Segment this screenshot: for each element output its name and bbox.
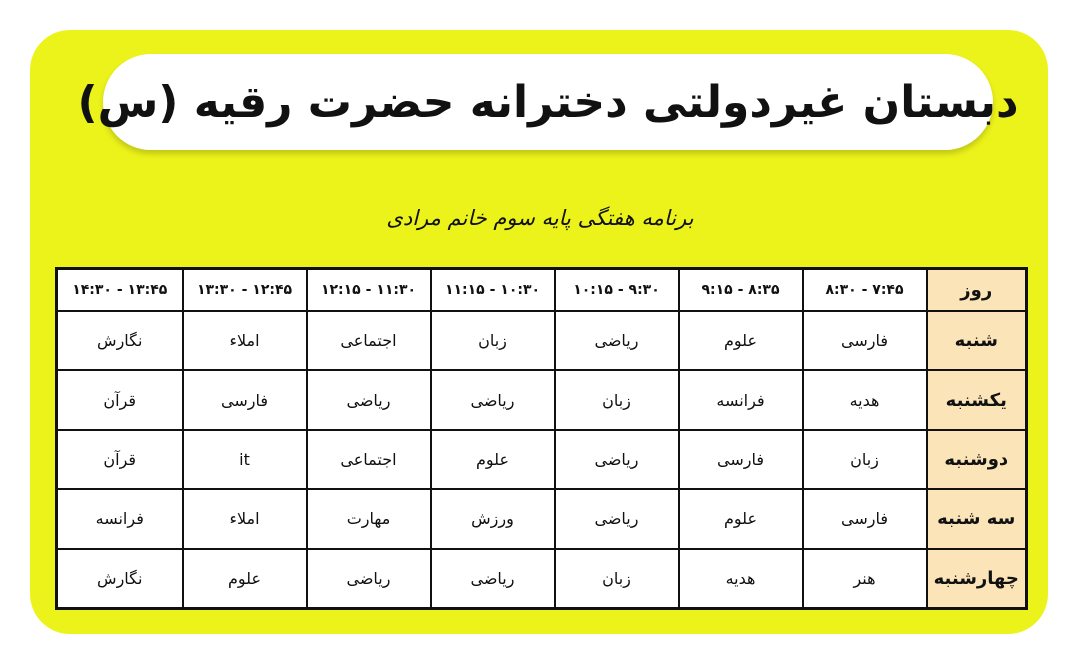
title-banner [77,54,1019,150]
subject-cell: فرانسه [679,370,803,429]
time-slot-header: ۸:۳۰ - ۷:۴۵ [803,269,927,312]
subject-cell: ریاضی [431,549,555,609]
day-cell: چهارشنبه [927,549,1027,609]
subject-cell: هنر [803,549,927,609]
subject-cell: املاء [183,311,307,370]
subject-cell: فرانسه [57,489,183,548]
subject-cell: هدیه [803,370,927,429]
day-cell: سه شنبه [927,489,1027,548]
time-slot-header: ۱۲:۱۵ - ۱۱:۳۰ [307,269,431,312]
subject-cell: نگارش [57,311,183,370]
schedule-subtitle: برنامه هفتگی پایه سوم خانم مرادی [386,206,694,230]
time-slot-header: ۱۱:۱۵ - ۱۰:۳۰ [431,269,555,312]
time-slot-header: ۱۴:۳۰ - ۱۳:۴۵ [57,269,183,312]
subject-cell: ورزش [431,489,555,548]
subject-cell: ریاضی [307,370,431,429]
table-row [57,549,1027,609]
day-cell: شنبه [927,311,1027,370]
subject-cell: ریاضی [555,430,679,489]
subject-cell: اجتماعی [307,430,431,489]
subject-cell: زبان [431,311,555,370]
day-cell: دوشنبه [927,430,1027,489]
subject-cell: فارسی [803,311,927,370]
subject-cell: هدیه [679,549,803,609]
subject-cell: ریاضی [431,370,555,429]
subject-cell: علوم [183,549,307,609]
time-slot-header: ۹:۱۵ - ۸:۳۵ [679,269,803,312]
table-row [57,311,1027,370]
subject-cell: علوم [679,489,803,548]
subject-cell: قرآن [57,430,183,489]
day-cell: یکشنبه [927,370,1027,429]
subject-cell: زبان [555,549,679,609]
table-row [57,370,1027,429]
time-slot-header: ۱۳:۳۰ - ۱۲:۴۵ [183,269,307,312]
subject-cell: علوم [431,430,555,489]
header-row [57,269,1027,312]
subject-cell: قرآن [57,370,183,429]
day-column-header: روز [927,269,1027,312]
table-row [57,430,1027,489]
subject-cell: نگارش [57,549,183,609]
subject-cell: مهارت [307,489,431,548]
subject-cell: ریاضی [555,311,679,370]
table-row [57,489,1027,548]
subject-cell: علوم [679,311,803,370]
subject-cell: زبان [803,430,927,489]
subject-cell: فارسی [183,370,307,429]
subject-cell: زبان [555,370,679,429]
time-slot-header: ۱۰:۱۵ - ۹:۳۰ [555,269,679,312]
subject-cell: ریاضی [555,489,679,548]
weekly-schedule-table [55,267,1028,610]
subject-cell: اجتماعی [307,311,431,370]
subject-cell: فارسی [679,430,803,489]
subject-cell: it [183,430,307,489]
subject-cell: ریاضی [307,549,431,609]
subject-cell: فارسی [803,489,927,548]
school-title: دبستان غیردولتی دخترانه حضرت رقیه (س) [77,76,1019,128]
subject-cell: املاء [183,489,307,548]
